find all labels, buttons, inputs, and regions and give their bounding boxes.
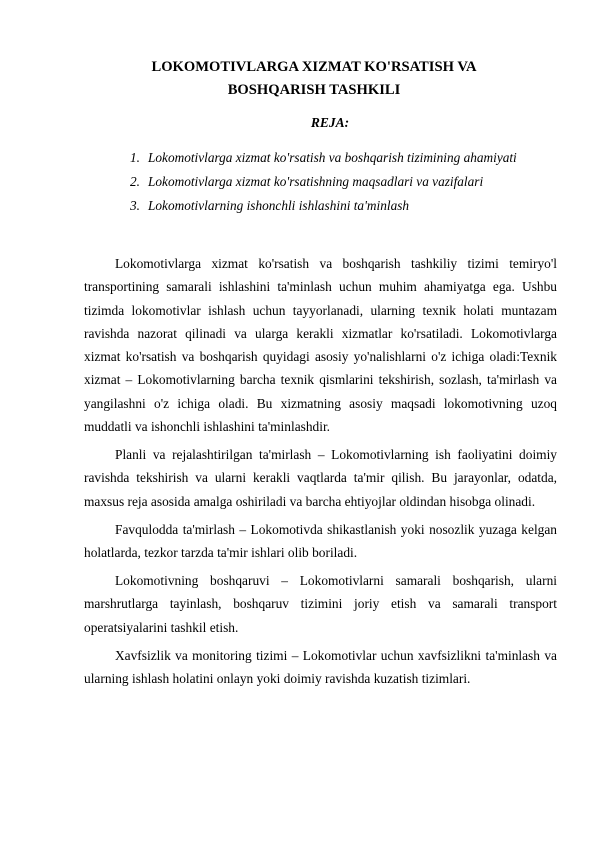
document-title: LOKOMOTIVLARGA XIZMAT KO'RSATISH VA BOSHQARISH TASHKILI [151, 59, 477, 98]
body-paragraph: Favqulodda ta'mirlash – Lokomotivda shikastlanish yoki nosozlik yuzaga kelgan holatlarda, tezkor tarzda ta'mir ishlari olib boriladi. [84, 521, 557, 560]
document-body [84, 252, 557, 695]
plan-list [130, 146, 550, 218]
plan-item-text: Lokomotivlarga xizmat ko'rsatish va boshqarish tizimining ahamiyati [148, 150, 517, 165]
plan-item-number: 3. [130, 198, 140, 213]
plan-heading: REJA: [310, 115, 350, 130]
body-paragraph: Xavfsizlik va monitoring tizimi – Lokomotivlar uchun xavfsizlikni ta'minlash va ularning ishlash holatini onlayn yoki doimiy ravishda kuzatish tizimlari. [84, 647, 557, 686]
plan-item-number: 1. [130, 150, 140, 165]
plan-item [130, 146, 550, 170]
plan-item-text: Lokomotivlarga xizmat ko'rsatishning maqsadlari va vazifalari [148, 174, 484, 189]
plan-item [130, 170, 550, 194]
plan-item-text: Lokomotivlarning ishonchli ishlashini ta'minlash [148, 198, 410, 213]
plan-item-number: 2. [130, 174, 140, 189]
body-paragraph: Lokomotivning boshqaruvi – Lokomotivlarni samarali boshqarish, ularni marshrutlarga tayinlash, boshqaruv tizimini joriy etish va samarali transport operatsiyalarini tashkil etish. [84, 572, 557, 635]
body-paragraph: Lokomotivlarga xizmat ko'rsatish va boshqarish tashkiliy tizimi temiryo'l transportining samarali ishlashini ta'minlash uchun muhim ahamiyatga ega. Ushbu tizimda lokomotivlar ishlash uchun tayyorlanadi, ularning texnik holati muntazam ravishda nazorat qilinadi va ularga kerakli xizmatlar ko'rsatiladi. Lokomotivlarga xizmat ko'rsatish va boshqarish quyidagi asosiy yo'nalishlarni o'z ichiga oladi:Texnik xizmat – Lokomotivlarning barcha texnik qismlarini tekshirish, sozlash, ta'mirlash va yangilashni o'z ichiga oladi. Bu xizmatning asosiy maqsadi lokomotivning uzoq muddatli va ishonchli ishlashini ta'minlashdir. [84, 256, 557, 435]
plan-item [130, 194, 550, 218]
body-paragraph: Planli va rejalashtirilgan ta'mirlash – Lokomotivlarning ish faoliyatini doimiy ravishda tekshirish va ularni kerakli vaqtlarda ta'mir qilish. Bu jarayonlar, odatda, maxsus reja asosida amalga oshiriladi va barcha ehtiyojlar oldindan hisobga olinadi. [84, 447, 557, 509]
